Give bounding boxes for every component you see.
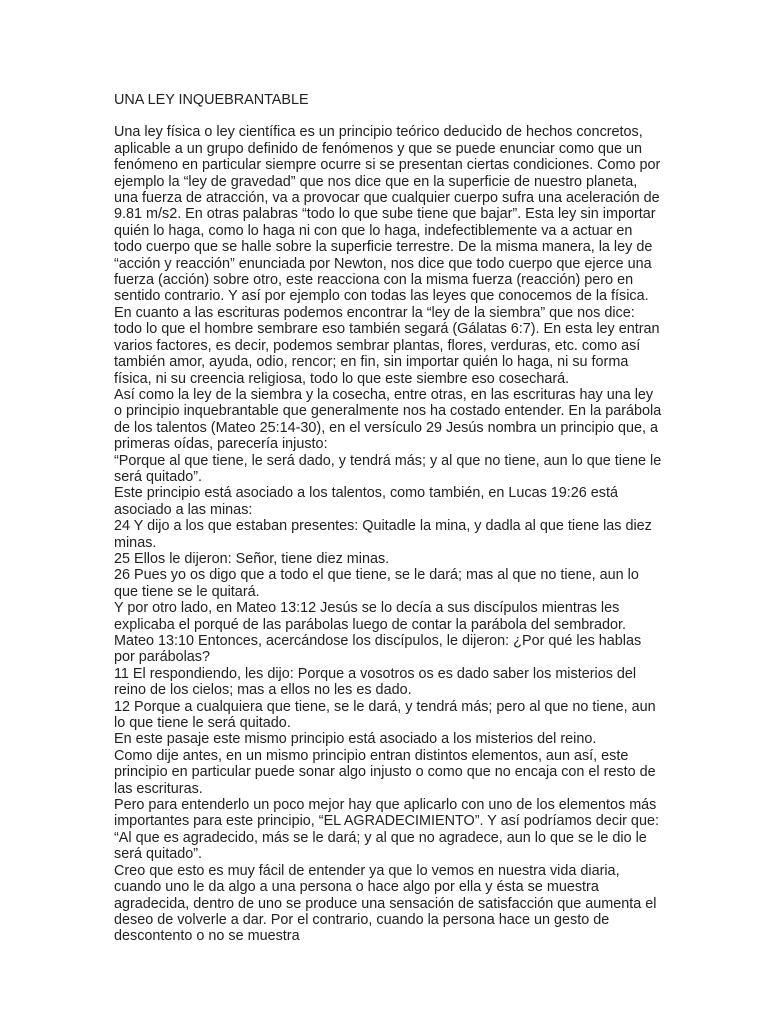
paragraph: Creo que esto es muy fácil de entender ya que lo vemos en nuestra vida diaria, cuando uno le da algo a una persona o hace algo por ella y ésta se muestra agradecida, dentro de uno se produce una sensación de satisfacción que aumenta el deseo de volverle a dar. Por el contrario, cuando la persona hace un gesto de descontento o no se muestra [114,862,657,945]
paragraph: Una ley física o ley científica es un principio teórico deducido de hechos concretos, aplicable a un grupo definido de fenómenos y que se puede enunciar como que un fenómeno en particular siempre ocurre si se presentan ciertas condiciones. Como por ejemplo la “ley de gravedad” que nos dice que en la superficie de nuestro planeta, una fuerza de atracción, va a provocar que cualquier cuerpo sufra una aceleración de 9.81 m/s2. En otras palabras “todo lo que sube tiene que bajar”. Esta ley sin importar quién lo haga, como lo haga ni con que lo haga, indefectiblemente va a actuar en todo cuerpo que se halle sobre la superficie terrestre. De la misma manera, la ley de “acción y reacción” enunciada por Newton, nos dice que todo cuerpo que ejerce una fuerza (acción) sobre otro, este reacciona con la misma fuerza (reacción) pero en sentido contrario. Y así por ejemplo con todas las leyes que conocemos de la física. En cuanto a las escrituras podemos encontrar la “ley de la siembra” que nos dice: todo lo que el hombre sembrare eso también segará (Gálatas 6:7). En esta ley entran varios factores, es decir, podemos sembrar plantas, flores, verduras, etc. como así también amor, ayuda, odio, rencor; en fin, sin importar quién lo haga, ni su forma física, ni su creencia religiosa, todo lo que este siembre eso cosechará. [114,124,661,387]
paragraph: 25 Ellos le dijeron: Señor, tiene diez minas. [114,550,390,567]
document-body [114,92,662,945]
paragraph: “Porque al que tiene, le será dado, y tendrá más; y al que no tiene, aun lo que tiene le será quitado”. [114,452,662,485]
paragraph: 12 Porque a cualquiera que tiene, se le dará, y tendrá más; pero al que no tiene, aun lo que tiene le será quitado. [114,698,656,732]
paragraph: Como dije antes, en un mismo principio entran distintos elementos, aun así, este principio en particular puede sonar algo injusto o como que no encaja con el resto de las escrituras. [114,747,656,797]
paragraph: Mateo 13:10 Entonces, acercándose los discípulos, le dijeron: ¿Por qué les hablas por parábolas? [114,633,642,666]
paragraph: “Al que es agradecido, más se le dará; y al que no agradece, aun lo que se le dio le será quitado”. [114,829,647,863]
paragraph: 11 El respondiendo, les dijo: Porque a vosotros os es dado saber los misterios del reino de los cielos; mas a ellos no les es dado. [114,665,637,699]
paragraph: En este pasaje este mismo principio está asociado a los misterios del reino. [114,731,597,748]
paragraph: Este principio está asociado a los talentos, como también, en Lucas 19:26 está asociado a las minas: [114,485,618,518]
paragraph: Y por otro lado, en Mateo 13:12 Jesús se lo decía a sus discípulos mientras les explicaba el porqué de las parábolas luego de contar la parábola del sembrador. [114,600,627,633]
document-title: UNA LEY INQUEBRANTABLE [114,92,309,108]
paragraph: Así como la ley de la siembra y la cosecha, entre otras, en las escrituras hay una ley o principio inquebrantable que generalmente nos ha costado entender. En la parábola de los talentos (Mateo 25:14-30), en el versículo 29 Jesús nombra un principio que, a primeras oídas, parecería injusto: [114,386,662,453]
paragraph: 26 Pues yo os digo que a todo el que tiene, se le dará; mas al que no tiene, aun lo que tiene se le quitará. [114,567,639,600]
paragraph: Pero para entenderlo un poco mejor hay que aplicarlo con uno de los elementos más importantes para este principio, “EL AGRADECIMIENTO”. Y así podríamos decir que: [114,797,659,830]
paragraph: 24 Y dijo a los que estaban presentes: Quitadle la mina, y dadla al que tiene las diez minas. [114,518,652,551]
